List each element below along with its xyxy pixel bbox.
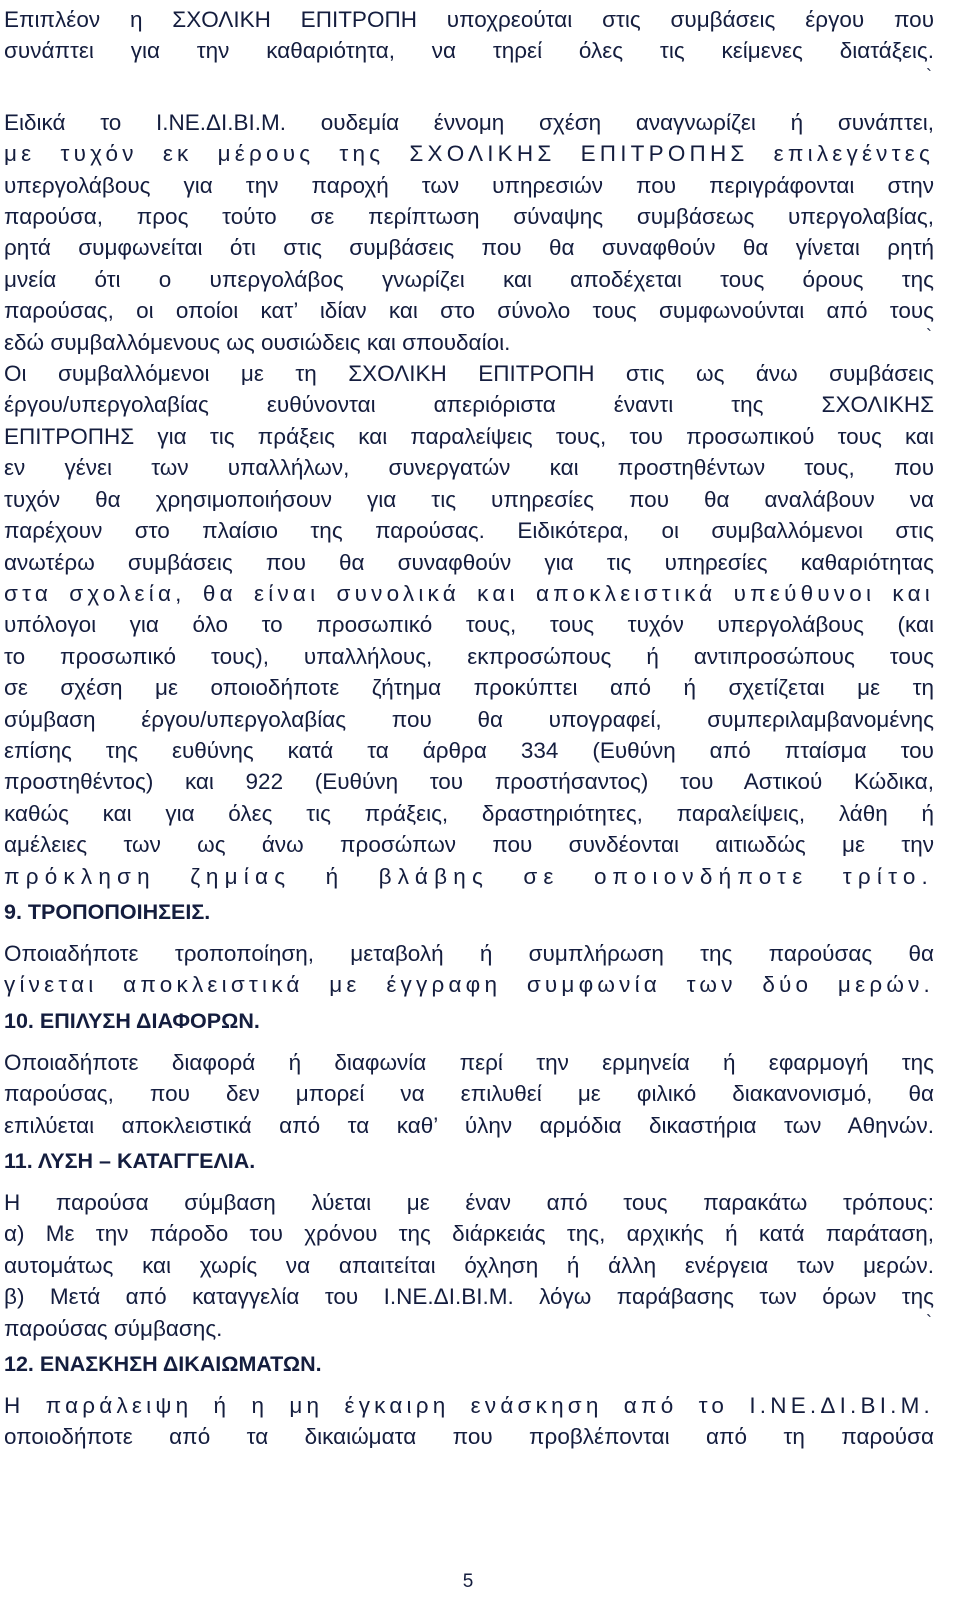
text-line: το προσωπικό τους), υπαλλήλους, εκπροσώπους ή αντιπροσώπους τους (4, 643, 934, 669)
paragraph-cleaning-obligations (4, 4, 934, 67)
paragraph-termination (4, 1187, 934, 1344)
text-line (4, 327, 934, 358)
section-heading-termination: 11. ΛΥΣΗ – ΚΑΤΑΓΓΕΛΙΑ. (4, 1149, 256, 1173)
text-line: Ειδικά το Ι.ΝΕ.ΔΙ.ΒΙ.Μ. ουδεμία έννομη σχέση αναγνωρίζει ή συνάπτει, (4, 109, 934, 135)
section-heading-amendments: 9. ΤΡΟΠΟΠΟΙΗΣΕΙΣ. (4, 899, 211, 924)
text-line: ρητά συμφωνείται ότι στις συμβάσεις που θα συναφθούν θα γίνεται ρητή (4, 235, 934, 261)
text-line-content: εδώ συμβαλλόμενους ως ουσιώδεις και σπουδαίοι. (4, 329, 511, 355)
text-line: μνεία ότι ο υπεργολάβος γνωρίζει και αποδέχεται τους όρους της (4, 266, 934, 292)
text-line: παρούσα, προς τούτο σε περίπτωση σύναψης συμβάσεως υπεργολαβίας, (4, 204, 934, 230)
paragraph-dispute-resolution (4, 1047, 934, 1141)
text-line: παρέχουν στο πλαίσιο της παρούσας. Ειδικότερα, οι συμβαλλόμενοι στις (4, 518, 934, 544)
grave-mark: ` (926, 65, 932, 86)
text-line: οποιοδήποτε από τα δικαιώματα που προβλέπονται από τη παρούσα (4, 1424, 934, 1450)
paragraph-amendments (4, 938, 934, 1001)
text-line: καθώς και για όλες τις πράξεις, δραστηριότητες, παραλείψεις, λάθη ή (4, 800, 934, 826)
text-line: παρούσας, οι οποίοι κατ’ ιδίαν και στο σύνολο τους συμφωνούνται από τους (4, 298, 934, 324)
text-line: α) Με την πάροδο του χρόνου της διάρκειάς της, αρχικής ή κατά παράταση, (4, 1221, 934, 1247)
page-number: 5 (462, 1571, 474, 1592)
document-body (4, 4, 934, 1453)
text-line-content: παρούσας σύμβασης. (4, 1315, 223, 1341)
text-line: Η παρούσα σύμβαση λύεται με έναν από τους παρακάτω τρόπους: (4, 1190, 934, 1215)
text-line: β) Μετά από καταγγελία του Ι.ΝΕ.ΔΙ.ΒΙ.Μ. λόγω παράβασης των όρων της (4, 1284, 934, 1310)
text-line: παρούσας, που δεν μπορεί να επιλυθεί με φιλικό διακανονισμό, θα (4, 1081, 934, 1107)
grave-mark: ` (926, 325, 932, 346)
text-line: ανωτέρω συμβάσεις που θα συναφθούν για τις υπηρεσίες καθαριότητας (4, 549, 934, 575)
paragraph-exercise-of-rights (4, 1390, 934, 1453)
text-line: επίσης της ευθύνης κατά τα άρθρα 334 (Ευθύνη από πταίσμα του (4, 737, 934, 763)
text-line: συνάπτει για την καθαριότητα, να τηρεί όλες τις κείμενες διατάξεις. (4, 38, 934, 64)
text-line: Οι συμβαλλόμενοι με τη ΣΧΟΛΙΚΗ ΕΠΙΤΡΟΠΗ στις ως άνω συμβάσεις (4, 361, 934, 387)
text-line: αυτομάτως και χωρίς να απαιτείται όχληση ή άλλη ενέργεια των μερών. (4, 1252, 934, 1278)
section-heading-exercise-of-rights: 12. ΕΝΑΣΚΗΣΗ ΔΙΚΑΙΩΜΑΤΩΝ. (4, 1352, 322, 1377)
text-line: σε σχέση με οποιοδήποτε ζήτημα προκύπτει από ή σχετίζεται με τη (4, 675, 934, 701)
text-line: τυχόν θα χρησιμοποιήσουν για τις υπηρεσίες που θα αναλάβουν να (4, 486, 934, 512)
text-line: επιλύεται αποκλειστικά από τα καθ’ ύλην αρμόδια δικαστήρια των Αθηνών. (4, 1112, 934, 1138)
paragraph-subcontractors (4, 107, 934, 358)
text-line: σύμβαση έργου/υπεργολαβίας που θα υπογραφεί, συμπεριλαμβανομένης (4, 706, 934, 732)
text-line (4, 1313, 934, 1344)
text-line: υπόλογοι για όλο το προσωπικό τους, τους τυχόν υπεργολάβους (και (4, 612, 934, 638)
text-line: με τυχόν εκ μέρους της ΣΧΟΛΙΚΗΣ ΕΠΙΤΡΟΠΗΣ επιλεγέντες (4, 141, 934, 167)
text-line: προστηθέντος) και 922 (Ευθύνη του προστήσαντος) του Αστικού Κώδικα, (4, 769, 934, 795)
text-line: υπεργολάβους για την παροχή των υπηρεσιών που περιγράφονται στην (4, 172, 934, 198)
text-line: στα σχολεία, θα είναι συνολικά και αποκλειστικά υπεύθυνοι και (4, 580, 934, 606)
text-line: γίνεται αποκλειστικά με έγγραφη συμφωνία των δύο μερών. (4, 972, 934, 998)
text-line: πρόκληση ζημίας ή βλάβης σε οποιονδήποτε τρίτο. (4, 863, 934, 889)
grave-mark: ` (926, 1311, 932, 1332)
text-line: Η παράλειψη ή η μη έγκαιρη ενάσκηση από το Ι.ΝΕ.ΔΙ.ΒΙ.Μ. (4, 1393, 934, 1419)
text-line: έργου/υπεργολαβίας ευθύνονται απεριόριστα έναντι της ΣΧΟΛΙΚΗΣ (4, 392, 934, 418)
section-heading-dispute-resolution: 10. ΕΠΙΛΥΣΗ ΔΙΑΦΟΡΩΝ. (4, 1008, 260, 1033)
text-line: Οποιαδήποτε τροποποίηση, μεταβολή ή συμπλήρωση της παρούσας θα (4, 940, 934, 966)
text-line: ΕΠΙΤΡΟΠΗΣ για τις πράξεις και παραλείψεις τους, του προσωπικού τους και (4, 423, 934, 449)
text-line: Οποιαδήποτε διαφορά ή διαφωνία περί την ερμηνεία ή εφαρμογή της (4, 1049, 934, 1075)
text-line: αμέλειες των ως άνω προσώπων που συνδέονται αιτιωδώς με την (4, 832, 934, 858)
text-line: εν γένει των υπαλλήλων, συνεργατών και προστηθέντων τους, που (4, 455, 934, 481)
text-line: Επιπλέον η ΣΧΟΛΙΚΗ ΕΠΙΤΡΟΠΗ υποχρεούται στις συμβάσεις έργου που (4, 7, 934, 32)
paragraph-liability (4, 358, 934, 892)
